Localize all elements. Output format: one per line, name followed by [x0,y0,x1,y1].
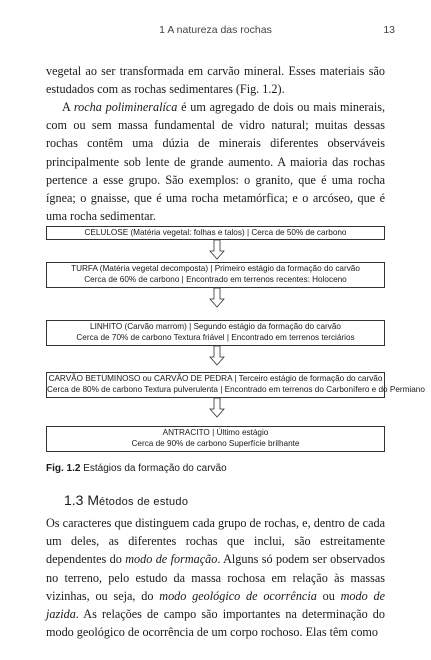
coal-formation-flowchart [46,226,425,466]
paragraph-intro: vegetal ao ser transformada em carvão mineral. Esses materiais são estudados com as rochas sedimentares (Fig. 1.2). [46,64,385,97]
stage-turfa-line1: TURFA (Matéria vegetal decomposta) | Primeiro estágio da formação do carvão [71,264,360,273]
stage-antracito-line2: Cerca de 90% de carbono Superfície brilhante [131,439,300,448]
paragraph-text: ou [316,588,341,603]
stage-antracito-box [46,426,385,452]
stage-antracito-line1: ANTRACITO | Último estágio [162,428,269,437]
page-number: 13 [383,24,395,36]
term-mode-of-formation: modo de formação [125,552,218,567]
stage-celulose-box: CELULOSE (Matéria vegetal: folhas e talos) | Cerca de 50% de carbono [46,226,385,240]
stage-betuminoso-line2: Cerca de 80% de carbono Textura pulverulenta | Encontrado em terrenos do Carbonífero e do Permiano [47,385,425,394]
figure-caption [46,462,385,476]
paragraph-methods [46,514,385,641]
figure-label: Fig. 1.2 [46,463,81,474]
stage-linhito-line2: Cerca de 70% de carbono Textura friável | Encontrado em terrenos terciários [76,333,355,342]
chapter-title: 1 A natureza das rochas [159,24,272,36]
stage-turfa-box [46,262,385,288]
figure-caption-text: Estágios da formação do carvão [83,463,227,474]
down-arrow-icon [209,240,225,260]
term-geological-occurrence: modo geológico de ocorrência [159,588,317,603]
paragraph-text: A [62,100,74,114]
down-arrow-icon [209,398,225,418]
down-arrow-icon [209,346,225,366]
section-number: 1.3 [64,492,84,508]
section-title-initial: M [87,492,100,508]
section-heading [64,490,188,512]
paragraph-text: Os caracteres que distinguem cada grupo de rochas, e, dentro de cada um deles, as diferentes rochas que inclui, são estreitamente dependentes do [46,516,385,567]
stage-betuminoso-box [46,372,425,398]
stage-linhito-box [46,320,385,346]
section-title-rest: étodos de [99,496,154,508]
running-header [0,24,431,40]
down-arrow-icon [209,288,225,308]
section-title-rest-2: estudo [153,496,189,508]
term-mode-of-deposit: modo de jazida [46,588,385,622]
stage-linhito-line1: LINHITO (Carvão marrom) | Segundo estágio da formação do carvão [90,322,341,331]
stage-turfa-line2: Cerca de 60% de carbono | Encontrado em terrenos recentes: Holoceno [84,275,347,284]
paragraph-text: . As relações de campo são importantes na determinação do modo geológico de ocorrência de um corpo rochoso. Elas têm como [46,607,385,640]
term-polymineral-rock: rocha polimineralíca [73,100,178,114]
paragraph-text: é um agregado de dois ou mais minerais, com ou sem massa fundamental de vidro natural; muitas dessas rochas contêm uma dúzia de minerais diferentes observáveis principalmente sob lente de grande aumento. A maioria das rochas pertence a esse grupo. São exemplos: o granito, que é uma rocha ígnea; o gnaisse, que é uma rocha metamórfica; e o arcóseo, que é uma rocha sedimentar. [46,100,385,224]
stage-betuminoso-line1: CARVÃO BETUMINOSO ou CARVÃO DE PEDRA | Terceiro estágio de formação do carvão [48,374,383,383]
paragraph-text: . Alguns só podem ser observados no terreno, pelo estudo da massa rochosa em relação às massas vizinhas, ou seja, do [46,552,385,603]
paragraph-polymineral [46,98,385,225]
